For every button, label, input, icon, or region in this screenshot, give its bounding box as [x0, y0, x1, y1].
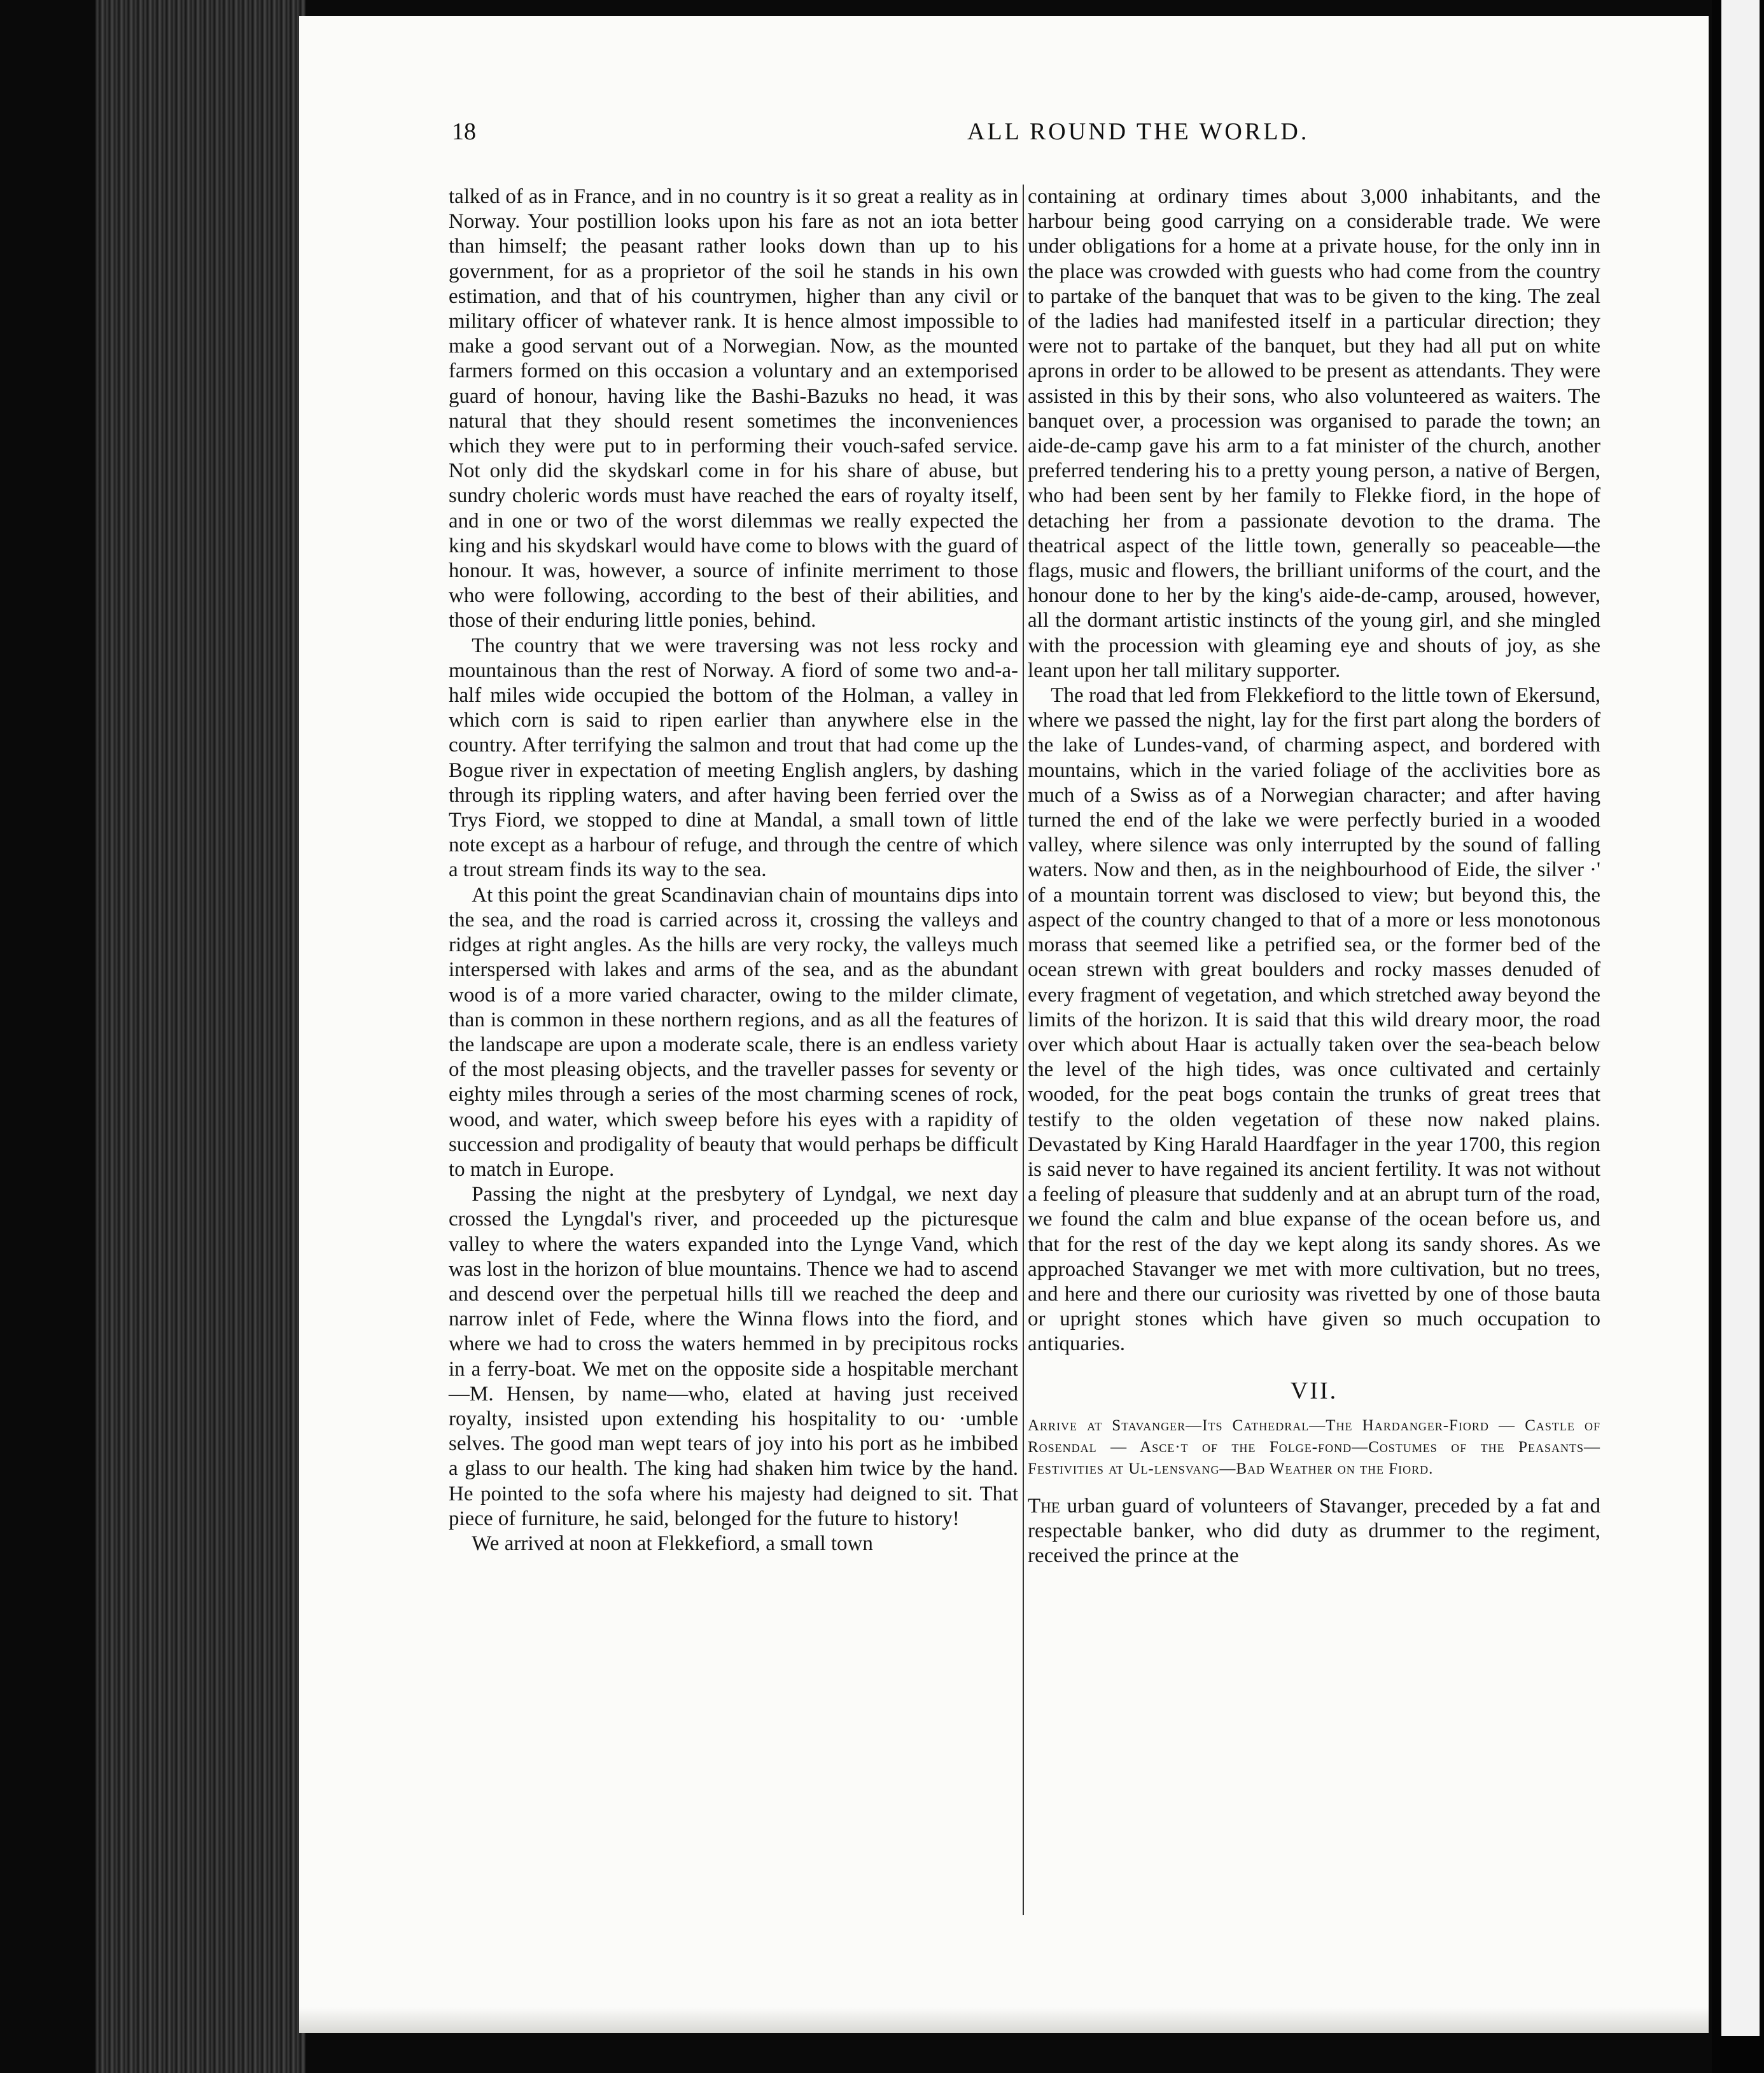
- chapter-summary: Arrive at Stavanger—Its Cathedral—The Hardanger-Fiord — Castle of Rosendal — Asce·t of the Folge-fond—Costumes of the Peasants—Festivities at Ul-lensvang—Bad Weather on the Fiord.: [1028, 1416, 1600, 1477]
- running-title: ALL ROUND THE WORLD.: [967, 118, 1310, 145]
- page-bottom-edge: [299, 2007, 1709, 2033]
- opening-word: The: [1028, 1494, 1060, 1518]
- book-page: [299, 16, 1709, 2033]
- paragraph: At this point the great Scandinavian chain of mountains dips into the sea, and the road is carried across it, crossing the valleys and ridges at right angles. As the hills are very rocky, the valleys much interspersed with lakes and arms of the sea, and as the abundant wood is of a more varied character, owing to the milder climate, than is common in these northern regions, and as all the features of the landscape are upon a moderate scale, there is an endless variety of the most pleasing objects, and the traveller passes for seventy or eighty miles through a series of the most charming scenes of rock, wood, and water, which sweep before his eyes with a rapidity of succession and prodigality of beauty that would perhaps be difficult to match in Europe.: [449, 883, 1018, 1181]
- paragraph: containing at ordinary times about 3,000 inhabitants, and the harbour being good carrying on a considerable trade. We were under obligations for a home at a private house, for the only inn in the place was crowded with guests who had come from the country to partake of the banquet that was to be given to the king. The zeal of the ladies had manifested itself in a particular direction; they were not to partake of the banquet, but they had all put on white aprons in order to be allowed to be present as attendants. They were assisted in this by their sons, who also volunteered as waiters. The banquet over, a procession was organised to parade the town; an aide-de-camp gave his arm to a fat minister of the church, another preferred tendering his to a pretty young person, a native of Bergen, who had been sent by her family to Flekke fiord, in the hope of detaching her from a passionate devotion to the drama. The theatrical aspect of the little town, generally so peaceable—the flags, music and flowers, the brilliant uniforms of the court, and the honour done to her by the king's aide-de-camp, aroused, however, all the dormant artistic instincts of the young girl, and she mingled with the procession with gleaming eye and shouts of joy, as she leant upon her tall military supporter.: [1028, 185, 1600, 682]
- opening-text: urban guard of volunteers of Stavanger, preceded by a fat and respectable banker, who did duty as drummer to the regiment, received the prince at the: [1028, 1494, 1600, 1568]
- left-column: [449, 185, 1018, 1556]
- right-column: [1028, 185, 1600, 1568]
- next-page-edge: [1721, 0, 1760, 2036]
- column-divider: [1023, 185, 1024, 1915]
- book-spine-edge: [95, 0, 305, 2073]
- running-head: [452, 118, 1709, 169]
- page-number: 18: [452, 118, 476, 145]
- chapter-opening-paragraph: [1028, 1494, 1600, 1569]
- paragraph: talked of as in France, and in no country is it so great a reality as in Norway. Your postillion looks upon his fare as not an iota better than himself; the peasant rather looks down than up to his government, for as a proprietor of the soil he stands in his own estimation, and that of his countrymen, higher than any civil or military officer of whatever rank. It is hence almost impossible to make a good servant out of a Norwegian. Now, as the mounted farmers formed on this occasion a voluntary and an extemporised guard of honour, having like the Bashi-Bazuks no head, it was natural that they should resent sometimes the inconveniences which they were put to in performing their vouch-safed service. Not only did the skydskarl come in for his share of abuse, but sundry choleric words must have reached the ears of royalty itself, and in one or two of the worst dilemmas we really expected the king and his skydskarl would have come to blows with the guard of honour. It was, however, a source of infinite merriment to those who were following, according to the best of their abilities, and those of their enduring little ponies, behind.: [449, 185, 1018, 632]
- paragraph: The road that led from Flekkefiord to the little town of Ekersund, where we passed the night, lay for the first part along the borders of the lake of Lundes-vand, of charming aspect, and bordered with mountains, which in the varied foliage of the acclivities bore as much of a Swiss as of a Norwegian character; and after having turned the end of the lake we were perfectly buried in a wooded valley, where silence was only interrupted by the sound of falling waters. Now and then, as in the neighbourhood of Eide, the silver ·' of a mountain torrent was disclosed to view; but beyond this, the aspect of the country changed to that of a more or less monotonous morass that seemed like a petrified sea, or the former bed of the ocean strewn with great boulders and rocky masses denuded of every fragment of vegetation, and which stretched away beyond the limits of the horizon. It is said that this wild dreary moor, the road over which about Haar is actually taken over the sea-beach below the level of the high tides, was once cultivated and certainly wooded, for the peat bogs contain the trunks of great trees that testify to the olden vegetation of these now naked plains. Devastated by King Harald Haardfager in the year 1700, this region is said never to have regained its ancient fertility. It was not without a feeling of pleasure that suddenly and at an abrupt turn of the road, we found the calm and blue expanse of the ocean before us, and that for the rest of the day we kept along its sandy shores. As we approached Stavanger we met with more cultivation, but no trees, and here and there our curiosity was rivetted by one of those bauta or upright stones which have given so much occupation to antiquaries.: [1028, 684, 1600, 1356]
- chapter-number: VII.: [1290, 1377, 1338, 1404]
- paragraph: We arrived at noon at Flekkefiord, a small town: [472, 1532, 873, 1555]
- paragraph: Passing the night at the presbytery of Lyndgal, we next day crossed the Lyngdal's river, and proceeded up the picturesque valley to where the waters expanded into the Lynge Vand, which was lost in the horizon of blue mountains. Thence we had to ascend and descend over the perpetual hills till we reached the deep and narrow inlet of Fede, where the Winna flows into the fiord, and where we had to cross the waters hemmed in by precipitous rocks in a ferry-boat. We met on the opposite side a hospitable merchant—M. Hensen, by name—who, elated at having just received royalty, insisted upon extending his hospitality to ou· ·umble selves. The good man wept tears of joy into his port as he imbibed a glass to our health. The king had shaken him twice by the hand. He pointed to the sofa where his majesty had deigned to sit. That piece of furniture, he said, belonged for the future to history!: [449, 1183, 1018, 1530]
- paragraph: The country that we were traversing was not less rocky and mountainous than the rest of Norway. A fiord of some two and-a-half miles wide occupied the bottom of the Holman, a valley in which corn is said to ripen earlier than anywhere else in the country. After terrifying the salmon and trout that had come up the Bogue river in expectation of meeting English anglers, by dashing through its rippling waters, and after having been ferried over the Trys Fiord, we stopped to dine at Mandal, a small town of little note except as a harbour of refuge, and through the centre of which a trout stream finds its way to the sea.: [449, 634, 1018, 882]
